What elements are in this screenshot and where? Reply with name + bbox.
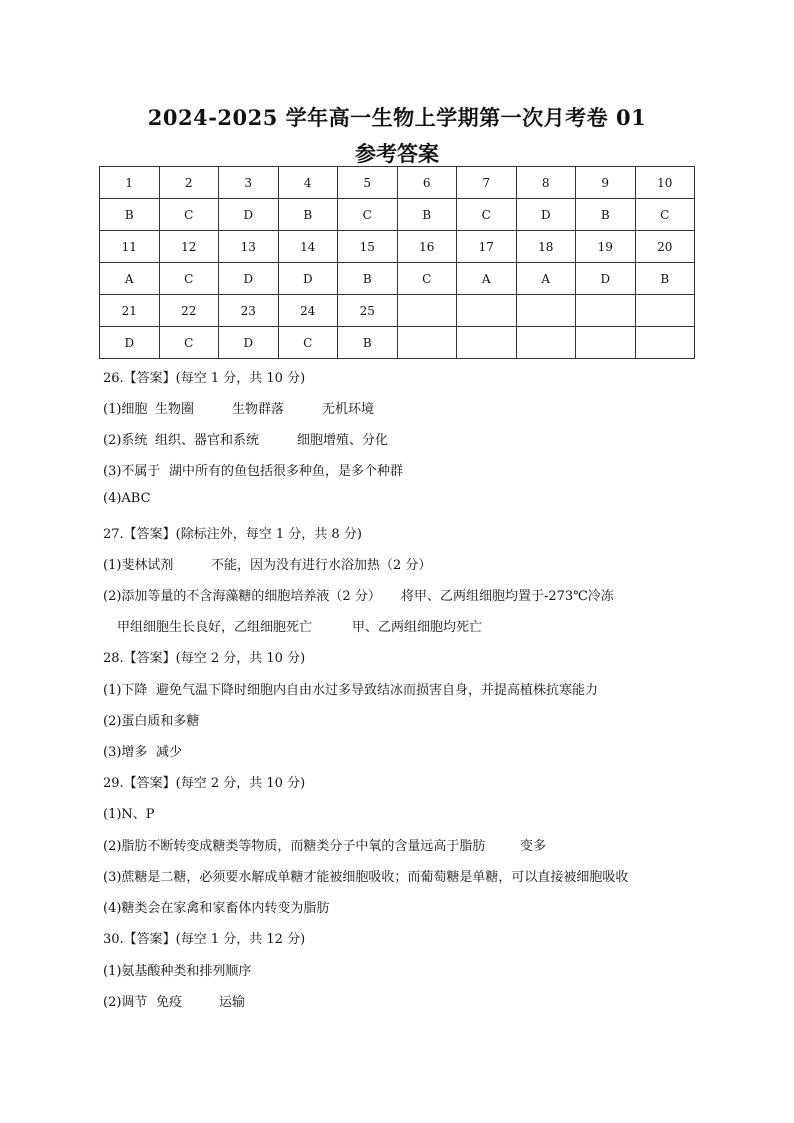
q29-line-3: (3)蔗糖是二糖，必须要水解成单糖才能被细胞吸收；而葡萄糖是单糖，可以直接被细胞吸收 — [103, 870, 629, 885]
table-cell: A — [516, 263, 576, 295]
table-cell: C — [278, 327, 338, 359]
table-cell: 1 — [100, 167, 160, 199]
table-cell: C — [397, 263, 457, 295]
table-cell: 4 — [278, 167, 338, 199]
answer-text: 甲、乙两组细胞均死亡 — [352, 620, 483, 635]
answer-text: (1)细胞 — [103, 402, 148, 417]
table-cell — [397, 327, 457, 359]
table-cell: 18 — [516, 231, 576, 263]
answer-text: 生物群落 — [232, 402, 285, 417]
answer-text: 生物圈 — [155, 402, 195, 417]
answer-text: 组织、器官和系统 — [155, 433, 260, 448]
q26-line-3 — [103, 460, 404, 479]
table-cell: B — [338, 263, 398, 295]
table-cell — [516, 327, 576, 359]
table-cell: 11 — [100, 231, 160, 263]
q28-heading: 28.【答案】(每空 2 分，共 10 分) — [103, 651, 306, 666]
q30-heading: 30.【答案】(每空 1 分，共 12 分) — [103, 932, 306, 947]
table-cell: 15 — [338, 231, 398, 263]
answer-text: (2)脂肪不断转变成糖类等物质，而糖类分子中氧的含量远高于脂肪 — [103, 839, 486, 854]
table-cell: D — [219, 327, 279, 359]
table-cell: C — [457, 199, 517, 231]
q27-line-1 — [103, 554, 432, 573]
table-cell: 9 — [576, 167, 636, 199]
table-cell: B — [278, 199, 338, 231]
answer-text: 免疫 — [156, 995, 183, 1010]
q26-line-4: (4)ABC — [103, 491, 151, 506]
table-cell: B — [397, 199, 457, 231]
table-cell: B — [100, 199, 160, 231]
table-cell: A — [457, 263, 517, 295]
table-cell: 16 — [397, 231, 457, 263]
table-cell: 14 — [278, 231, 338, 263]
table-cell: 17 — [457, 231, 517, 263]
table-cell — [635, 327, 695, 359]
table-row — [100, 199, 695, 231]
table-row — [100, 327, 695, 359]
answer-text: 细胞增殖、分化 — [297, 433, 389, 448]
answer-text: (2)调节 — [103, 995, 148, 1010]
table-cell: C — [159, 199, 219, 231]
table-cell: 19 — [576, 231, 636, 263]
table-cell: C — [159, 327, 219, 359]
answer-text: 不能，因为没有进行水浴加热（2 分） — [211, 558, 432, 573]
table-cell: C — [635, 199, 695, 231]
table-cell — [635, 295, 695, 327]
table-cell: 22 — [159, 295, 219, 327]
table-cell — [576, 327, 636, 359]
q29-line-4: (4)糖类会在家禽和家畜体内转变为脂肪 — [103, 901, 330, 916]
table-cell: 2 — [159, 167, 219, 199]
answer-text: 避免气温下降时细胞内自由水过多导致结冰而损害自身，并提高植株抗寒能力 — [156, 683, 599, 698]
table-cell: 10 — [635, 167, 695, 199]
q28-line-2: (2)蛋白质和多糖 — [103, 714, 200, 729]
table-cell: D — [278, 263, 338, 295]
answer-text: 无机环境 — [322, 402, 375, 417]
table-cell: 13 — [219, 231, 279, 263]
table-cell — [576, 295, 636, 327]
q26-heading: 26.【答案】(每空 1 分，共 10 分) — [103, 371, 306, 386]
table-cell: 25 — [338, 295, 398, 327]
page-title: 2024-2025 学年高一生物上学期第一次月考卷 01 — [147, 105, 647, 130]
table-cell: D — [219, 263, 279, 295]
answer-text: 减少 — [156, 745, 183, 760]
table-cell: D — [576, 263, 636, 295]
table-cell: D — [100, 327, 160, 359]
answer-text: 甲组细胞生长良好，乙组细胞死亡 — [117, 620, 313, 635]
q30-line-2 — [103, 991, 246, 1010]
answer-text: (2)添加等量的不含海藻糖的细胞培养液（2 分） — [103, 589, 381, 604]
answer-text: 运输 — [219, 995, 246, 1010]
answer-table — [99, 166, 695, 359]
answer-text: (3)增多 — [103, 745, 148, 760]
table-row — [100, 295, 695, 327]
table-cell — [516, 295, 576, 327]
page-subtitle: 参考答案 — [355, 141, 439, 166]
table-cell: C — [159, 263, 219, 295]
q27-line-2 — [103, 585, 614, 604]
q27-line-3 — [117, 616, 483, 635]
q29-heading: 29.【答案】(每空 2 分，共 10 分) — [103, 776, 306, 791]
answer-text: 变多 — [520, 839, 547, 854]
table-cell: 21 — [100, 295, 160, 327]
table-cell: B — [635, 263, 695, 295]
table-row — [100, 231, 695, 263]
table-cell: 12 — [159, 231, 219, 263]
table-cell — [457, 327, 517, 359]
table-cell: 23 — [219, 295, 279, 327]
table-cell: A — [100, 263, 160, 295]
answer-text: (2)系统 — [103, 433, 148, 448]
q29-line-2 — [103, 835, 547, 854]
table-cell — [457, 295, 517, 327]
answer-text: 将甲、乙两组细胞均置于-273℃冷冻 — [401, 589, 614, 604]
table-cell: 8 — [516, 167, 576, 199]
table-cell: B — [576, 199, 636, 231]
table-cell: 7 — [457, 167, 517, 199]
table-cell: B — [338, 327, 398, 359]
table-cell: 5 — [338, 167, 398, 199]
table-row — [100, 167, 695, 199]
table-cell: 24 — [278, 295, 338, 327]
q29-line-1: (1)N、P — [103, 807, 155, 822]
table-cell: D — [516, 199, 576, 231]
q27-heading: 27.【答案】(除标注外，每空 1 分，共 8 分) — [103, 527, 362, 542]
answer-text: (3)不属于 — [103, 464, 161, 479]
table-cell — [397, 295, 457, 327]
table-cell: C — [338, 199, 398, 231]
answer-text: (1)下降 — [103, 683, 148, 698]
table-row — [100, 263, 695, 295]
q26-line-2 — [103, 429, 389, 448]
table-cell: D — [219, 199, 279, 231]
answer-text: 湖中所有的鱼包括很多种鱼，是多个种群 — [169, 464, 404, 479]
q28-line-1 — [103, 679, 599, 698]
q28-line-3 — [103, 741, 183, 760]
q26-line-1 — [103, 398, 375, 417]
q30-line-1: (1)氨基酸种类和排列顺序 — [103, 964, 252, 979]
table-cell: 20 — [635, 231, 695, 263]
table-cell: 3 — [219, 167, 279, 199]
table-cell: 6 — [397, 167, 457, 199]
answer-text: (1)斐林试剂 — [103, 558, 174, 573]
